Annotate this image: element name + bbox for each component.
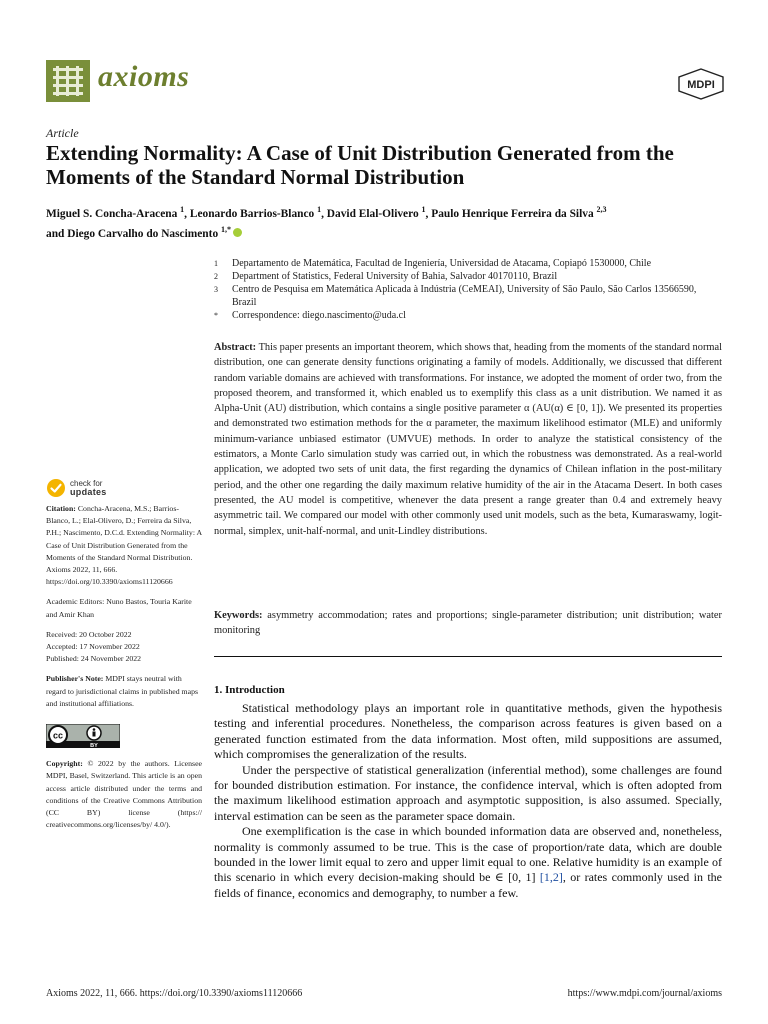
paragraph: One exemplification is the case in which bounded information data are observed and, nonetheless, normality is commonly assumed to be true. This is the case of proportion/rate data, which are double bounded in the lower limit equal to zero and upper limit equal to one. Relative humidity is an example of this scenario in which every decision-making should be ∈ [0, 1] [1,2], or rates commonly used in the fields of finance, economics and demography, to number a few. (214, 824, 723, 900)
journal-name: axioms (98, 60, 190, 93)
publisher-name: MDPI (687, 79, 715, 91)
affiliation-item: 3 Centro de Pesquisa em Matemática Aplicada à Indústria (CeMEAI), University of São Paulo, São Carlos 13566590, Brazil (214, 284, 697, 308)
author-list: Miguel S. Concha-Aracena $^1$, Leonardo Barrios-Blanco $^1$, David Elal-Olivero $^1$, Paulo Henrique Ferreira da Silva $^{2,3}$ and Diego Carvalho do Nascimento $^{1,*}$ (46, 205, 607, 240)
author-affiliation: 2,3 (596, 205, 607, 214)
footer-journal-link[interactable]: https://www.mdpi.com/journal/axioms (567, 988, 722, 999)
section-divider (214, 656, 722, 657)
affiliation-item: 1 Departamento de Matemática, Facultad de Ingeniería, Universidad de Atacama, Copiapó 1530000, Chile (214, 258, 652, 269)
section-heading: 1. Introduction (214, 684, 285, 696)
svg-text:cc: cc (52, 730, 64, 741)
copyright-block: Copyright: © 2022 by the authors. Licensee MDPI, Basel, Switzerland. This article is an open access article distributed under the terms and conditions of the Creative Commons Attribution (CC BY) license (https:// creativecommons.org/licenses/by/ 4.0/). (46, 759, 202, 830)
mdpi-logo[interactable] (676, 68, 726, 100)
footer-citation[interactable]: Axioms 2022, 11, 666. https://doi.org/10.3390/axioms11120666 (46, 988, 303, 999)
cc-by-license-icon[interactable] (46, 724, 120, 748)
published-date: Published: 24 November 2022 (46, 654, 142, 664)
updates-label: updates (70, 487, 107, 497)
citation-link[interactable]: [1,2] (539, 870, 563, 885)
affiliations (214, 257, 714, 322)
journal-header (46, 60, 726, 104)
paper-title: Extending Normality: A Case of Unit Distribution Generated from the Moments of the Standard Normal Distribution (46, 141, 674, 189)
received-date: Received: 20 October 2022 (46, 629, 132, 639)
check-label: check for (70, 479, 103, 488)
check-for-updates-button[interactable] (46, 476, 202, 500)
paragraph: Statistical methodology plays an important role in quantitative methods, given the hypothesis testing and inferential procedures. Nonetheless, the comparison across features is given based on a generated function estimated from the data information. Most often, mild suppositions are assumed, which compromises the generalization of the results. (214, 701, 722, 762)
orcid-icon[interactable] (233, 228, 242, 237)
mdpi-logo-icon (676, 68, 726, 100)
author-affiliation: 1 (421, 205, 426, 214)
accepted-date: Accepted: 17 November 2022 (46, 642, 140, 652)
abstract-text: This paper presents an important theorem, which shows that, heading from the moments of the standard normal distribution, one can generate density functions originating a family of models. Additionally, we discussed that different random variable domains are achieved with transformations. For instance, we adopted the moment of order two, from the proposed theorem, and transformed it, which enabled us to exemplify this class as a unit distribution. We named it as Alpha-Unit (AU) distribution, which contains a single positive parameter α (AU(α) ∈ [0, 1]). We presented its properties and demonstrated two estimation methods for the α parameter, the maximum likelihood estimator (MLE) and uniformly minimum-variance unbiased estimator (UMVUE) methods. In order to analyze the statistical consistency of the estimators, a Monte Carlo simulation study was carried out, in which the robustness was demonstrated. As a real-world application, we adopted two sets of unit data, the first regarding the dynamics of Chilean inflation in the post-military period, and the other one regarding the daily maximum relative humidity of the air in the Atacama Desert. In both cases presented, the AU model is competitive, whenever the data present a range greater than 0.4 and extremely heavy asymmetric tail. We compared our model with other commonly used unit models, such as the beta, Kumaraswamy, logit-normal, simplex, unit-half-normal, and unit-Lindley distributions. (214, 342, 722, 537)
abstract (214, 340, 722, 539)
journal-logo-icon (46, 60, 90, 102)
correspondence[interactable]: * Correspondence: diego.nascimento@uda.cl (214, 310, 406, 321)
author-name: Diego Carvalho do Nascimento (67, 227, 219, 240)
publisher-note: Publisher's Note: MDPI stays neutral with regard to jurisdictional claims in published maps and institutional affiliations. (46, 674, 199, 708)
article-type: Article (46, 126, 79, 140)
author-name: Leonardo Barrios-Blanco (189, 207, 315, 220)
keywords-text: asymmetry accommodation; rates and proportions; single-parameter distribution; unit distribution; water monitoring (214, 610, 722, 637)
paragraph: Under the perspective of statistical generalization (inferential method), some challenges are found for bounded distribution estimation. For instance, the confidence interval, which is often adopted from the maximum likelihood estimation approach and asymptotic supposition, is also assumed. Specially, interval estimation can be seen as the parameter space domain. (214, 762, 722, 823)
citation-block: Citation: Concha-Aracena, M.S.; Barrios-Blanco, L.; Elal-Olivero, D.; Ferreira da Silva, P.H.; Nascimento, D.C.d. Extending Normality: A Case of Unit Distribution Generated from the Moments of the Standard Normal Distribution. Axioms 2022, 11, 666. https://doi.org/10.3390/axioms11120666 (46, 504, 202, 587)
keywords (214, 608, 722, 639)
abstract-label: Abstract: (214, 342, 257, 353)
check-for-updates-icon (46, 478, 66, 498)
affiliation-item: 2 Department of Statistics, Federal University of Bahia, Salvador 40170110, Brazil (214, 271, 558, 282)
academic-editors: Academic Editors: Nuno Bastos, Touria Karite and Amir Khan (46, 597, 192, 619)
citation-text: Concha-Aracena, M.S.; Barrios-Blanco, L.; Elal-Olivero, D.; Ferreira da Silva, P.H.; Nascimento, D.C.d. Extending Normality: A Case of Unit Distribution Generated from the Moments of the Standard Normal Distribution. Axioms 2022, 11, 666. https://doi.org/10.3390/axioms11120666 (46, 504, 202, 587)
introduction-body (214, 701, 722, 901)
sidebar (46, 476, 202, 831)
author-name: David Elal-Olivero (326, 207, 419, 220)
author-name: Miguel S. Concha-Aracena (46, 207, 178, 220)
dates-block (46, 629, 202, 666)
author-affiliation: 1,* (221, 224, 231, 234)
keywords-label: Keywords: (214, 610, 263, 621)
cc-by-label: BY (90, 743, 98, 749)
author-affiliation: 1 (180, 205, 185, 214)
author-affiliation: 1 (317, 205, 322, 214)
author-name: Paulo Henrique Ferreira da Silva (431, 207, 594, 220)
